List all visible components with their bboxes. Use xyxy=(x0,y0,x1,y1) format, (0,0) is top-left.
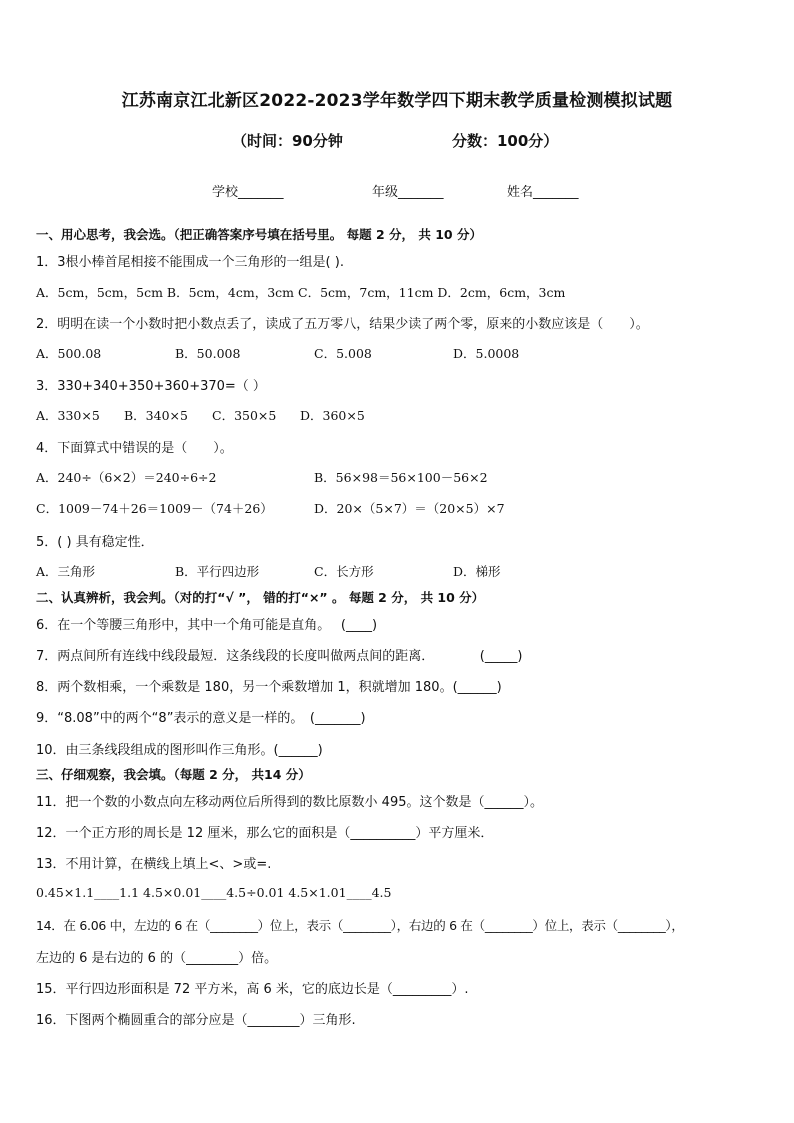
question-3-option-b: B．340×5 xyxy=(124,408,188,423)
question-13-items: 0.45×1.1____1.1 4.5×0.01____4.5÷0.01 4.5×1.01____4.5 xyxy=(36,885,392,900)
question-4-option-b: B．56×98＝56×100－56×2 xyxy=(314,470,488,485)
question-3: 3．330+340+350+360+370=（ ） xyxy=(36,379,266,394)
question-13: 13．不用计算，在横线上填上<、>或=. xyxy=(36,857,272,872)
question-15: 15．平行四边形面积是 72 平方米，高 6 米，它的底边长是（_________）. xyxy=(36,982,469,997)
name-field: 姓名_______ xyxy=(507,185,579,200)
question-2-option-a: A．500.08 xyxy=(36,346,102,361)
score-label: 分数：100分） xyxy=(452,132,559,150)
school-field: 学校_______ xyxy=(212,185,284,200)
question-2-option-d: D．5.0008 xyxy=(453,346,520,361)
question-3-option-c: C．350×5 xyxy=(212,408,277,423)
question-3-option-d: D．360×5 xyxy=(300,408,365,423)
question-4-option-d: D．20×（5×7）＝（20×5）×7 xyxy=(314,501,505,516)
question-8: 8．两个数相乘，一个乘数是 180，另一个乘数增加 1，积就增加 180。(______) xyxy=(36,680,502,695)
question-1-options: A．5cm，5cm，5cm B．5cm，4cm，3cm C．5cm，7cm，11cm D．2cm，6cm，3cm xyxy=(36,285,566,300)
question-6: 6．在一个等腰三角形中，其中一个角可能是直角。 (____) xyxy=(36,618,378,633)
question-14-line-2: 左边的 6 是右边的 6 的（________）倍。 xyxy=(36,951,278,966)
question-2: 2．明明在读一个小数时把小数点丢了，读成了五万零八，结果少读了两个零，原来的小数应该是（ ）。 xyxy=(36,317,649,332)
time-label: （时间：90分钟 xyxy=(232,132,343,150)
question-12: 12．一个正方形的周长是 12 厘米，那么它的面积是（__________）平方厘米． xyxy=(36,826,494,841)
question-5-option-d: D．梯形 xyxy=(453,564,501,579)
question-2-option-b: B．50.008 xyxy=(175,346,241,361)
section-heading-3: 三、仔细观察，我会填。（每题 2 分， 共14 分） xyxy=(36,767,311,782)
question-5-option-c: C．长方形 xyxy=(314,564,374,579)
question-5: 5．( ) 具有稳定性． xyxy=(36,535,154,550)
question-7: 7．两点间所有连线中线段最短．这条线段的长度叫做两点间的距离． (_____) xyxy=(36,649,523,664)
page-title: 江苏南京江北新区2022-2023学年数学四下期末教学质量检测模拟试题 xyxy=(121,91,673,111)
grade-field: 年级_______ xyxy=(372,185,444,200)
question-5-option-a: A．三角形 xyxy=(36,564,96,579)
question-14-line-1: 14．在 6.06 中，左边的 6 在（________）位上，表示（________），右边的 6 在（________）位上，表示（________）， xyxy=(36,918,684,933)
section-heading-1: 一、用心思考，我会选。（把正确答案序号填在括号里。 每题 2 分， 共 10 分） xyxy=(36,227,482,242)
question-1: 1．3根小棒首尾相接不能围成一个三角形的一组是( ). xyxy=(36,255,344,270)
question-3-option-a: A．330×5 xyxy=(36,408,100,423)
question-11: 11．把一个数的小数点向左移动两位后所得到的数比原数小 495。这个数是（______）。 xyxy=(36,795,543,810)
question-4-option-a: A．240÷（6×2）＝240÷6÷2 xyxy=(36,470,217,485)
question-9: 9．“8.08”中的两个“8”表示的意义是一样的。 (_______) xyxy=(36,711,366,726)
section-heading-2: 二、认真辨析，我会判。（对的打“√ ”， 错的打“×” 。 每题 2 分， 共 10 分） xyxy=(36,590,485,605)
question-5-option-b: B．平行四边形 xyxy=(175,564,260,579)
question-16: 16．下图两个椭圆重合的部分应是（________）三角形. xyxy=(36,1013,356,1028)
question-4-option-c: C．1009－74＋26＝1009－（74＋26） xyxy=(36,501,273,516)
question-2-option-c: C．5.008 xyxy=(314,346,372,361)
question-4: 4．下面算式中错误的是（ ）。 xyxy=(36,441,233,456)
question-10: 10．由三条线段组成的图形叫作三角形。(______) xyxy=(36,743,323,758)
